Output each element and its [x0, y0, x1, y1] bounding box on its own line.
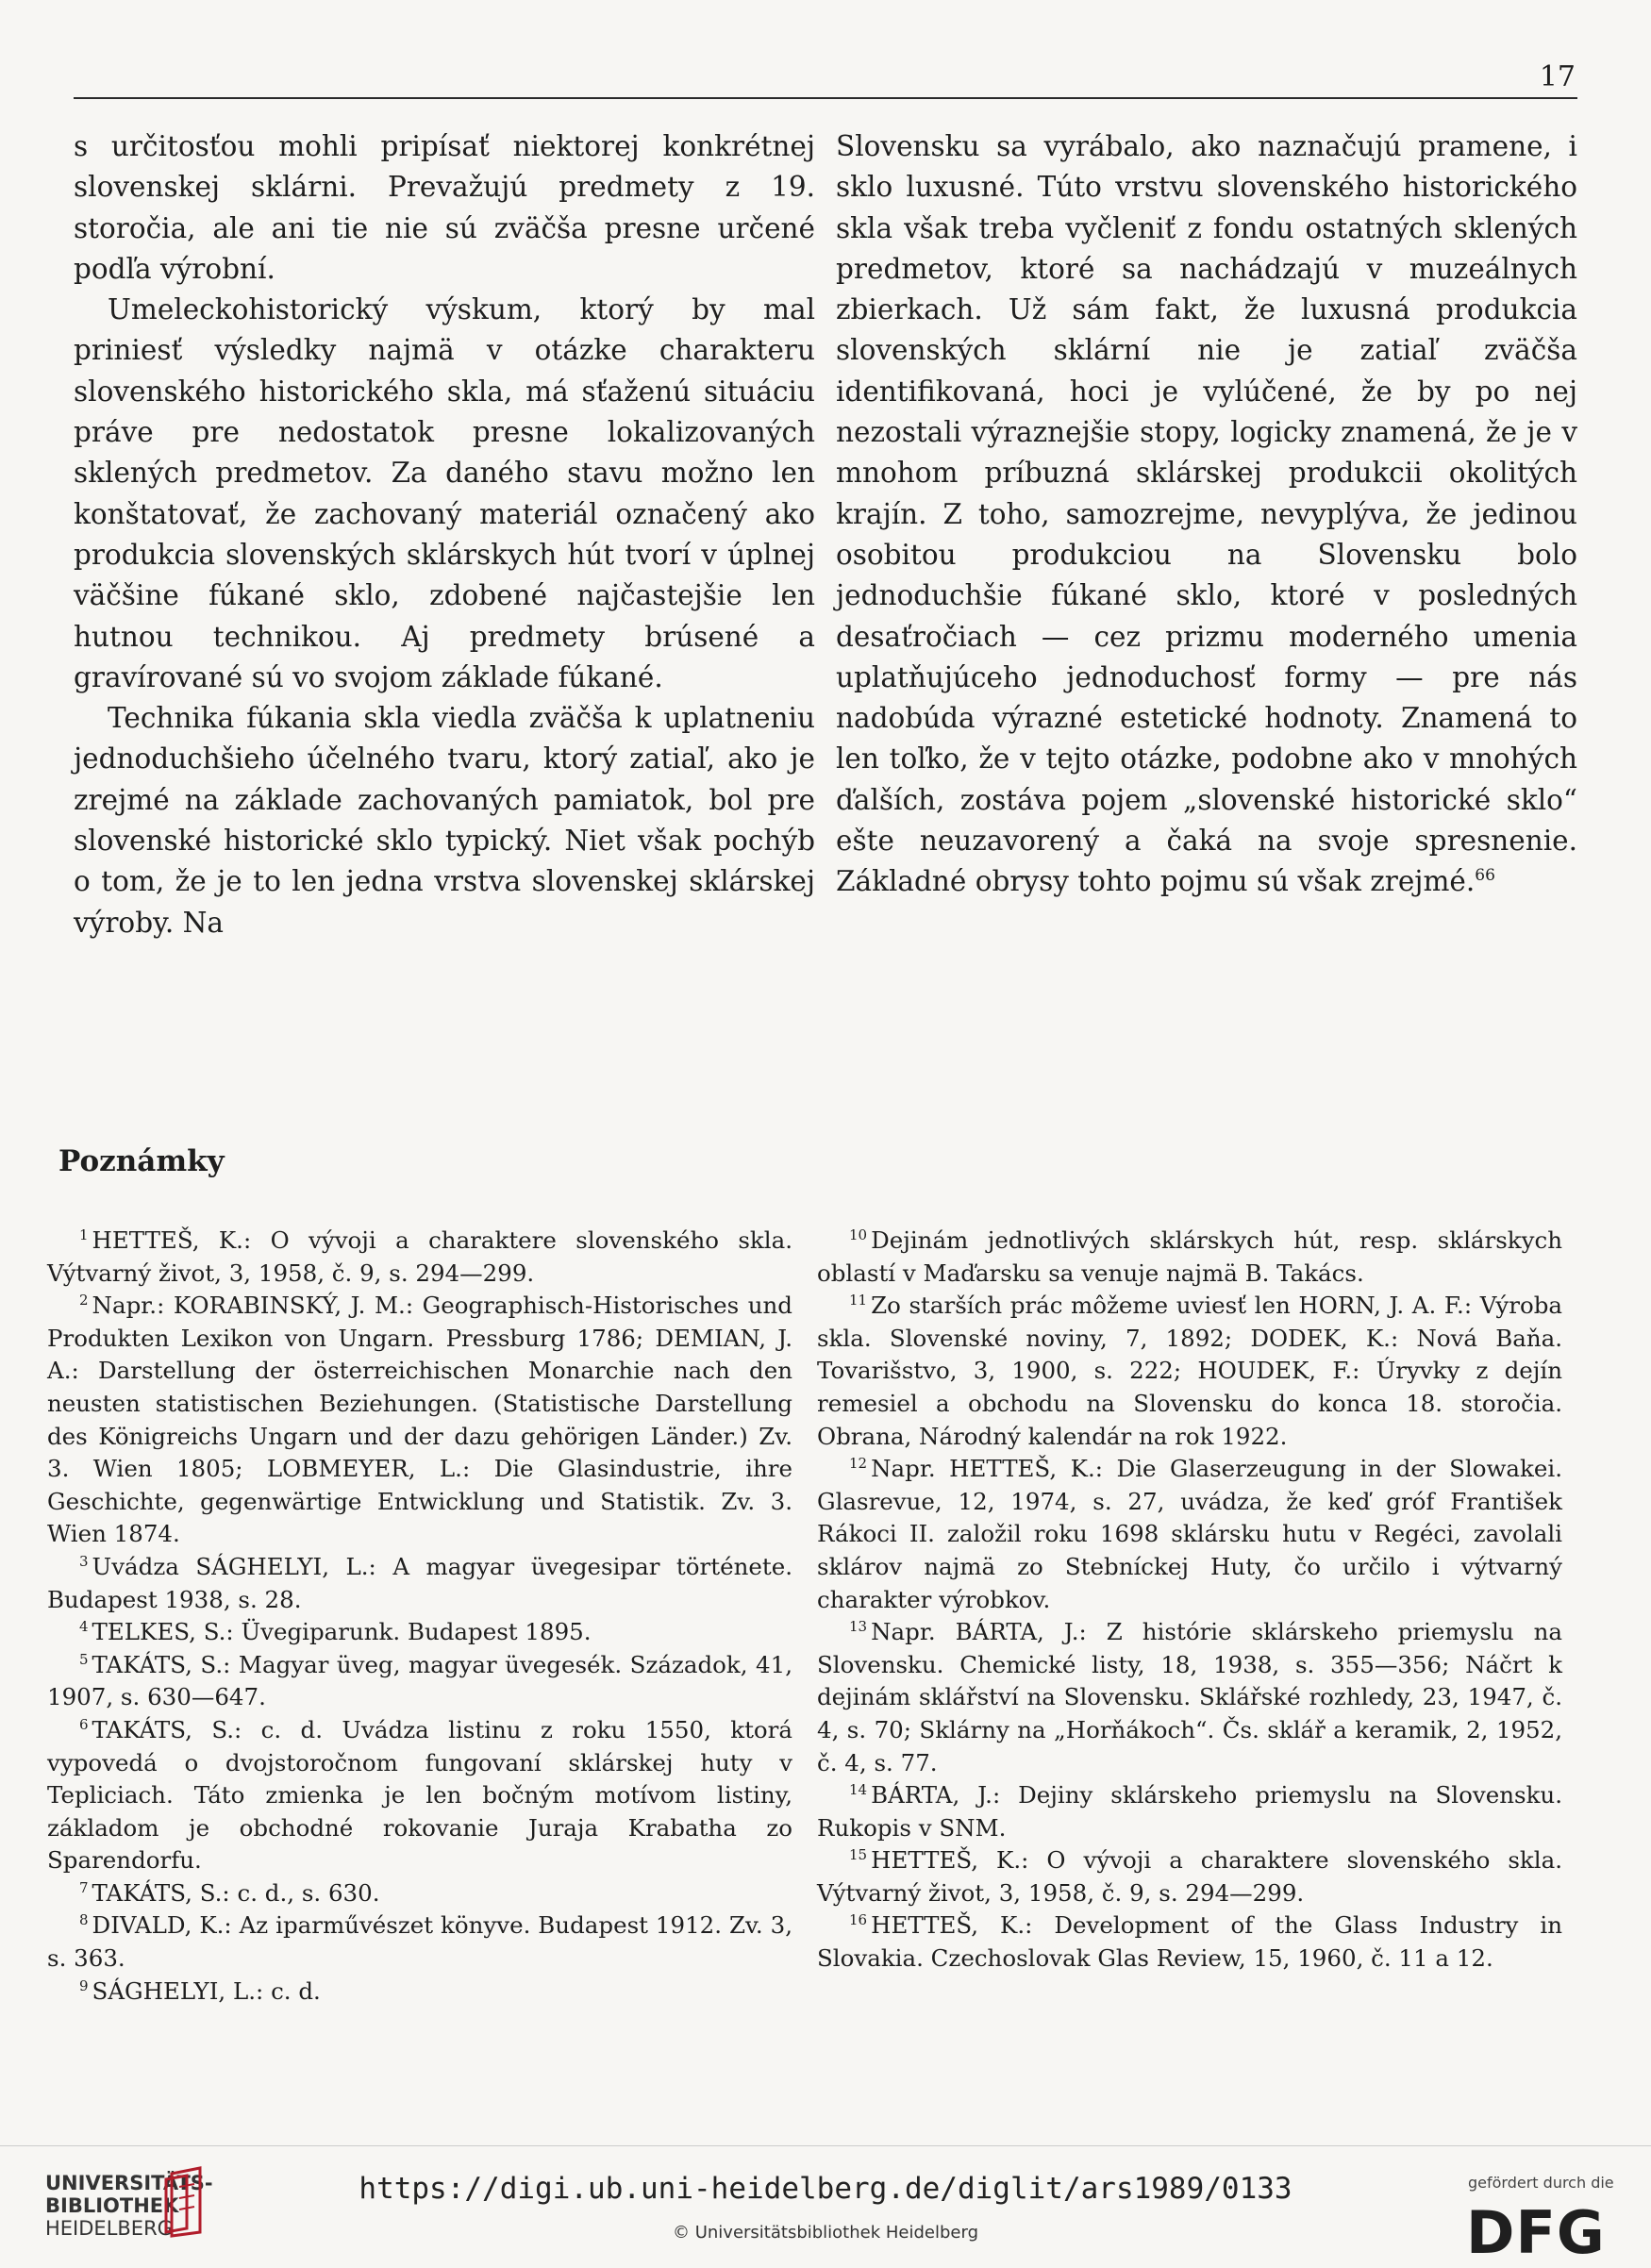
body-paragraph — [836, 126, 1577, 903]
note-number: 10 — [849, 1226, 868, 1243]
document-url-link[interactable]: https://digi.ub.uni-heidelberg.de/diglit/ars1989/0133 — [359, 2172, 1292, 2206]
note-item — [47, 1976, 792, 2009]
page-number: 17 — [1539, 60, 1576, 93]
body-paragraph: Technika fúkania skla viedla zväčša k uplatneniu jednoduchšieho účelného tvaru, ktorý zatiaľ, ako je zrejmé na základe zachovaných pamiatok, bol pre slovenské historické sklo typický. Niet však pochýb o tom, že je to len jedna vrstva slovenskej sklárskej výroby. Na — [74, 702, 815, 939]
note-text: Napr. BÁRTA, J.: Z histórie sklárskeho priemyslu na Slovensku. Chemické listy, 18, 1938, s. 355—356; Náčrt k dejinám sklářství na Slovensku. Sklářské rozhledy, 23, 1947, č. 4, s. 70; Sklárny na „Horňákoch“. Čs. sklář a keramik, 2, 1952, č. 4, s. 77. — [817, 1618, 1562, 1776]
notes-heading: Poznámky — [58, 1144, 225, 1178]
body-column-right — [836, 126, 1577, 903]
body-paragraph: s určitosťou mohli pripísať niektorej konkrétnej slovenskej sklárni. Prevažujú predmety z 19. storočia, ale ani tie nie sú zväčša presne určené podľa výrobní. — [74, 130, 815, 285]
note-text: BÁRTA, J.: Dejiny sklárskeho priemyslu na Slovensku. Rukopis v SNM. — [817, 1781, 1562, 1842]
note-number: 4 — [79, 1617, 89, 1635]
note-item — [47, 1225, 792, 1290]
note-text: Napr.: KORABINSKÝ, J. M.: Geographisch-Historisches und Produkten Lexikon von Ungarn. Pressburg 1786; DEMIAN, J. A.: Darstellung der österreichischen Monarchie nach den neusten statistischen Beziehungen. (Statistische Darstellung des Königreichs Ungarn und der dazu gehörigen Länder.) Zv. 3. Wien 1805; LOBMEYER, L.: Die Glasindustrie, ihre Geschichte, gegenwärtige Entwicklung und Statistik. Zv. 3. Wien 1874. — [47, 1292, 792, 1548]
note-number: 15 — [849, 1846, 868, 1864]
note-text: Dejinám jednotlivých sklárskych hút, resp. sklárskych oblastí v Maďarsku sa venuje najmä B. Takács. — [817, 1226, 1562, 1287]
dfg-logo[interactable]: DFG — [1466, 2198, 1606, 2267]
notes-column-left — [47, 1225, 792, 2008]
note-item — [817, 1290, 1562, 1453]
header-rule — [74, 97, 1577, 99]
note-text: HETTEŠ, K.: O vývoji a charaktere slovenského skla. Výtvarný život, 3, 1958, č. 9, s. 294—299. — [817, 1846, 1562, 1907]
note-item — [47, 1909, 792, 1975]
note-text: Uvádza SÁGHELYI, L.: A magyar üvegesipar története. Budapest 1938, s. 28. — [47, 1552, 792, 1613]
note-item — [817, 1779, 1562, 1844]
note-number: 2 — [79, 1292, 89, 1309]
notes-column-right — [817, 1225, 1562, 1976]
note-number: 3 — [79, 1552, 89, 1570]
note-text: TAKÁTS, S.: Magyar üveg, magyar üvegesék. Századok, 41, 1907, s. 630—647. — [47, 1650, 792, 1711]
note-item — [47, 1551, 792, 1616]
note-item — [817, 1453, 1562, 1616]
footnote-reference[interactable]: 66 — [1475, 866, 1495, 886]
note-text: DIVALD, K.: Az iparművészet könyve. Budapest 1912. Zv. 3, s. 363. — [47, 1911, 792, 1973]
note-item — [47, 1714, 792, 1877]
note-text: HETTEŠ, K.: Development of the Glass Industry in Slovakia. Czechoslovak Glas Review, 15, 1960, č. 11 a 12. — [817, 1911, 1562, 1973]
note-number: 6 — [79, 1715, 89, 1733]
note-text: Zo starších prác môžeme uviesť len HORN, J. A. F.: Výroba skla. Slovenské noviny, 7, 1892; DODEK, K.: Nová Baňa. Tovarišstvo, 3, 1900, s. 222; HOUDEK, F.: Úryvky z dejín remesiel a obchodu na Slovensku do konca 18. storočia. Obrana, Národný kalendár na rok 1922. — [817, 1292, 1562, 1450]
footer-divider — [0, 2145, 1651, 2146]
library-name-line: HEIDELBERG — [45, 2217, 173, 2240]
note-text: SÁGHELYI, L.: c. d. — [92, 1976, 321, 2005]
note-number: 14 — [849, 1780, 868, 1798]
note-item — [47, 1649, 792, 1714]
viewer-footer — [0, 2145, 1651, 2268]
body-column-left — [74, 126, 815, 943]
note-text: TELKES, S.: Üvegiparunk. Budapest 1895. — [92, 1618, 592, 1646]
note-number: 11 — [849, 1292, 868, 1309]
body-paragraph-text: Slovensku sa vyrábalo, ako naznačujú pramene, i sklo luxusné. Túto vrstvu slovenského historického skla však treba vyčleniť z fondu ostatných sklených predmetov, ktoré sa nachádzajú v muzeálnych zbierkach. Už sám fakt, že luxusná produkcia slovenských sklární nie je zatiaľ zväčša identifikovaná, hoci je vylúčené, že by po nej nezostali výraznejšie stopy, logicky znamená, že je v mnohom príbuzná sklárskej produkcii okolitých krajín. Z toho, samozrejme, nevyplýva, že jedinou osobitou produkciou na Slovensku bolo jednoduchšie fúkané sklo, ktoré v posledných desaťročiach — cez prizmu moderného umenia uplatňujúceho jednoduchosť formy — pre nás nadobúda výrazné estetické hodnoty. Znamená to len toľko, že v tejto otázke, podobne ako v mnohých ďalších, zostáva pojem „slovenské historické sklo“ ešte neuzavorený a čaká na svoje spresnenie. Základné obrysy tohto pojmu sú však zrejmé. — [836, 130, 1577, 898]
note-item — [817, 1909, 1562, 1975]
funding-note: gefördert durch die — [1468, 2174, 1614, 2192]
note-number: 8 — [79, 1911, 89, 1929]
library-name-line: UNIVERSITÄTS- — [45, 2172, 213, 2194]
note-text: TAKÁTS, S.: c. d., s. 630. — [92, 1878, 380, 1907]
note-number: 1 — [79, 1226, 89, 1243]
note-text: TAKÁTS, S.: c. d. Uvádza listinu z roku 1550, ktorá vypovedá o dvojstoročnom fungovaní sklárskej huty v Tepliciach. Táto zmienka je len bočným motívom listiny, základom je obchodné rokovanie Juraja Krabatha zo Sparendorfu. — [47, 1715, 792, 1875]
note-number: 5 — [79, 1650, 89, 1668]
note-text: HETTEŠ, K.: O vývoji a charaktere slovenského skla. Výtvarný život, 3, 1958, č. 9, s. 294—299. — [47, 1226, 792, 1287]
note-item — [817, 1844, 1562, 1909]
note-number: 16 — [849, 1911, 868, 1929]
body-paragraph: Umeleckohistorický výskum, ktorý by mal priniesť výsledky najmä v otázke charakteru slovenského historického skla, má sťaženú situáciu práve pre nedostatok presne lokalizovaných sklených predmetov. Za daného stavu možno len konštatovať, že zachovaný materiál označený ako produkcia slovenských sklárskych hút tvorí v úplnej väčšine fúkané sklo, zdobené najčastejšie len hutnou technikou. Aj predmety brúsené a gravírované sú vo svojom základe fúkané. — [74, 293, 815, 693]
note-item — [817, 1616, 1562, 1779]
note-number: 7 — [79, 1878, 89, 1896]
library-name-line: BIBLIOTHEK — [45, 2194, 179, 2217]
note-number: 13 — [849, 1617, 868, 1635]
note-item — [47, 1877, 792, 1910]
note-text: Napr. HETTEŠ, K.: Die Glaserzeugung in der Slowakei. Glasrevue, 12, 1974, s. 27, uvádza, že keď gróf František Rákoci II. založil roku 1698 sklársku hutu v Regéci, zavolali sklárov najmä zo Stebníckej Huty, čo určilo i výtvarný charakter výrobkov. — [817, 1455, 1562, 1613]
note-item — [47, 1616, 792, 1649]
note-number: 12 — [849, 1455, 868, 1472]
note-item — [817, 1225, 1562, 1290]
note-item — [47, 1290, 792, 1551]
copyright-notice: © Universitätsbibliothek Heidelberg — [672, 2223, 978, 2243]
note-number: 9 — [79, 1976, 89, 1994]
